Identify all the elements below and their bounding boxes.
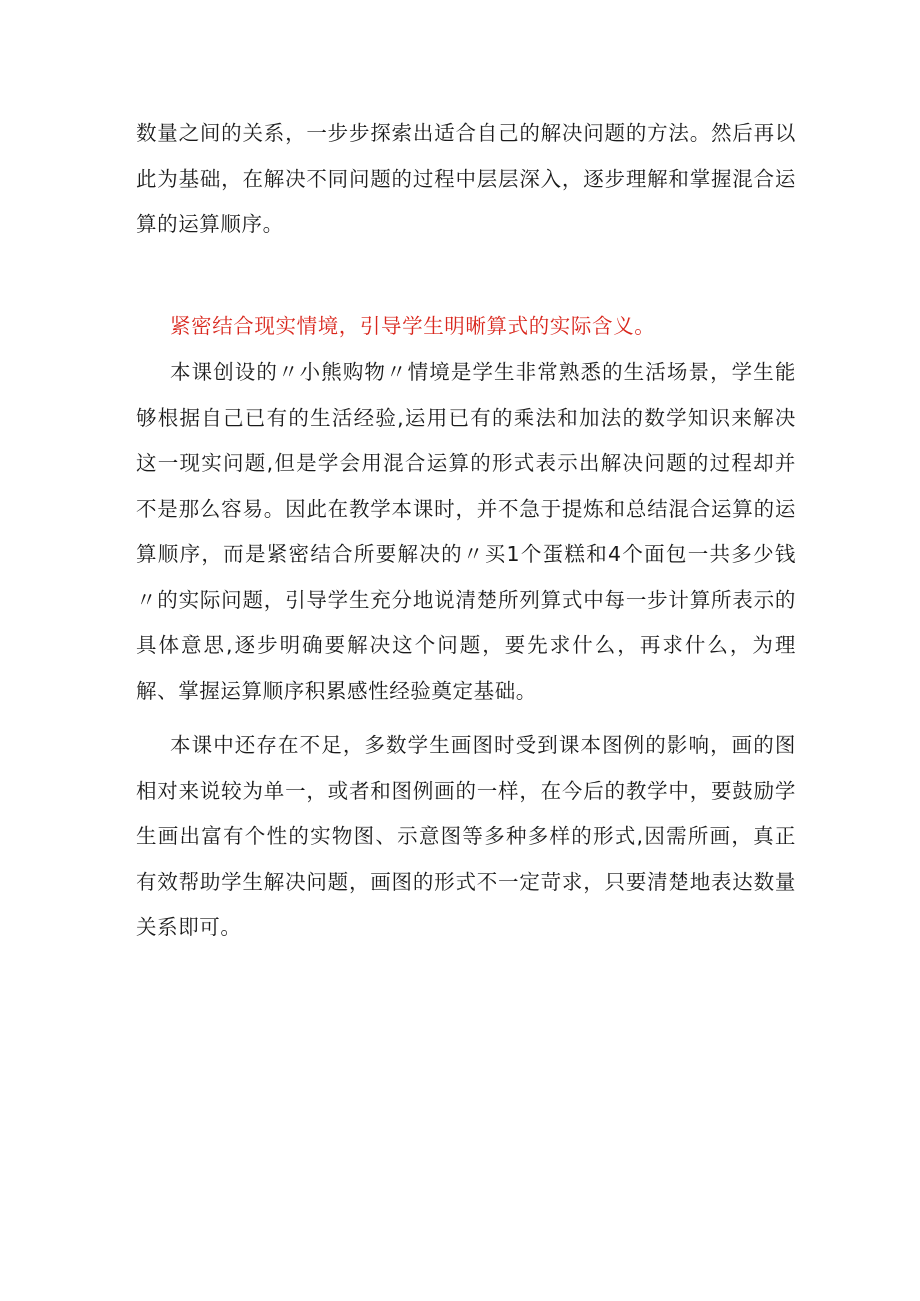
paragraph-text: 数量之间的关系，一步步探索出适合自己的解决问题的方法。然后再以此为基础，在解决不同问题的过程中层层深入，逐步理解和掌握混合运算的运算顺序。 — [136, 121, 796, 236]
paragraph-shortcomings: 本课中还存在不足，多数学生画图时受到课本图例的影响，画的图相对来说较为单一，或者和图例画的一样，在今后的教学中，要鼓励学生画出富有个性的实物图、示意图等多种多样的形式,因需所画，真正有效帮助学生解决问题，画图的形式不一定苛求，只要清楚地表达数量关系即可。 — [136, 733, 796, 939]
body-paragraphs — [136, 350, 796, 951]
continuation-paragraph — [136, 111, 796, 248]
paragraph-shopping-scenario: 本课创设的〃小熊购物〃情境是学生非常熟悉的生活场景，学生能够根据自己已有的生活经验,运用已有的乘法和加法的数学知识来解决这一现实问题,但是学会用混合运算的形式表示出解决问题的过程却并不是那么容易。因此在教学本课时，并不急于提炼和总结混合运算的运算顺序，而是紧密结合所要解决的〃买1个蛋糕和4个面包一共多少钱〃的实际问题，引导学生充分地说清楚所列算式中每一步计算所表示的具体意思,逐步明确要解决这个问题，要先求什么，再求什么，为理解、掌握运算顺序积累感性经验奠定基础。 — [136, 360, 796, 703]
section-heading: 紧密结合现实情境，引导学生明晰算式的实际含义。 — [170, 314, 656, 338]
